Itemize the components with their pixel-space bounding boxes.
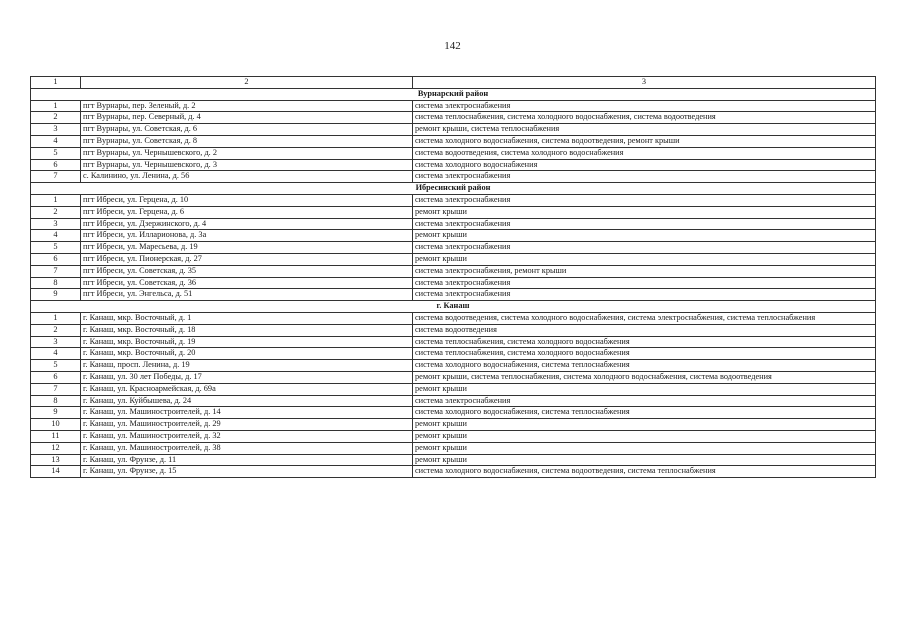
- table-body: [31, 77, 876, 478]
- row-work: система теплоснабжения, система холодного водоснабжения, система водоотведения: [413, 112, 876, 124]
- row-work: система электроснабжения, ремонт крыши: [413, 265, 876, 277]
- row-address: пгт Ибреси, ул. Советская, д. 36: [81, 277, 413, 289]
- table-row: [31, 218, 876, 230]
- row-address: пгт Ибреси, ул. Герцена, д. 10: [81, 194, 413, 206]
- row-address: г. Канаш, ул. Машиностроителей, д. 29: [81, 419, 413, 431]
- row-address: пгт Ибреси, ул. Пионерская, д. 27: [81, 253, 413, 265]
- row-work: ремонт крыши, система теплоснабжения, система холодного водоснабжения, система водоотведения: [413, 371, 876, 383]
- table-row: [31, 324, 876, 336]
- table-row: [31, 112, 876, 124]
- row-address: с. Калинино, ул. Ленина, д. 56: [81, 171, 413, 183]
- header-row: [31, 77, 876, 89]
- table-row: [31, 230, 876, 242]
- row-work: ремонт крыши, система теплоснабжения: [413, 124, 876, 136]
- table-row: [31, 253, 876, 265]
- row-number: 7: [31, 265, 81, 277]
- row-number: 2: [31, 324, 81, 336]
- column-header: 1: [31, 77, 81, 89]
- table-row: [31, 395, 876, 407]
- row-address: г. Канаш, мкр. Восточный, д. 19: [81, 336, 413, 348]
- table-row: [31, 430, 876, 442]
- row-number: 8: [31, 277, 81, 289]
- table-row: [31, 383, 876, 395]
- row-address: г. Канаш, ул. Куйбышева, д. 24: [81, 395, 413, 407]
- row-work: система водоотведения, система холодного водоснабжения, система электроснабжения, система теплоснабжения: [413, 312, 876, 324]
- row-number: 9: [31, 289, 81, 301]
- row-work: ремонт крыши: [413, 454, 876, 466]
- row-number: 8: [31, 395, 81, 407]
- row-work: ремонт крыши: [413, 430, 876, 442]
- row-number: 3: [31, 218, 81, 230]
- row-work: ремонт крыши: [413, 230, 876, 242]
- row-address: пгт Вурнары, ул. Чернышевского, д. 2: [81, 147, 413, 159]
- row-work: ремонт крыши: [413, 383, 876, 395]
- row-number: 4: [31, 230, 81, 242]
- row-work: система электроснабжения: [413, 277, 876, 289]
- row-number: 7: [31, 383, 81, 395]
- row-work: ремонт крыши: [413, 419, 876, 431]
- table-row: [31, 312, 876, 324]
- row-number: 3: [31, 124, 81, 136]
- row-work: ремонт крыши: [413, 442, 876, 454]
- column-header: 2: [81, 77, 413, 89]
- table-row: [31, 171, 876, 183]
- table-row: [31, 277, 876, 289]
- row-number: 14: [31, 466, 81, 478]
- section-row: [31, 183, 876, 195]
- table-row: [31, 454, 876, 466]
- column-header: 3: [413, 77, 876, 89]
- row-number: 3: [31, 336, 81, 348]
- table-row: [31, 289, 876, 301]
- table-row: [31, 348, 876, 360]
- row-number: 1: [31, 312, 81, 324]
- table-row: [31, 371, 876, 383]
- table-row: [31, 124, 876, 136]
- row-number: 4: [31, 135, 81, 147]
- row-number: 7: [31, 171, 81, 183]
- table-row: [31, 407, 876, 419]
- row-address: г. Канаш, просп. Ленина, д. 19: [81, 360, 413, 372]
- row-address: г. Канаш, ул. Машиностроителей, д. 14: [81, 407, 413, 419]
- row-number: 1: [31, 100, 81, 112]
- section-row: [31, 301, 876, 313]
- row-number: 2: [31, 112, 81, 124]
- row-address: пгт Ибреси, ул. Илларионова, д. 3а: [81, 230, 413, 242]
- row-work: система электроснабжения: [413, 289, 876, 301]
- row-work: система водоотведения: [413, 324, 876, 336]
- row-address: пгт Ибреси, ул. Энгельса, д. 51: [81, 289, 413, 301]
- row-work: ремонт крыши: [413, 253, 876, 265]
- table-row: [31, 159, 876, 171]
- row-work: система электроснабжения: [413, 395, 876, 407]
- row-address: пгт Вурнары, ул. Советская, д. 6: [81, 124, 413, 136]
- row-address: г. Канаш, мкр. Восточный, д. 1: [81, 312, 413, 324]
- row-number: 11: [31, 430, 81, 442]
- table-row: [31, 466, 876, 478]
- section-title: Вурнарский район: [31, 88, 876, 100]
- row-work: система электроснабжения: [413, 194, 876, 206]
- row-number: 9: [31, 407, 81, 419]
- row-number: 5: [31, 242, 81, 254]
- table-row: [31, 135, 876, 147]
- row-number: 6: [31, 253, 81, 265]
- row-number: 12: [31, 442, 81, 454]
- table-row: [31, 147, 876, 159]
- row-work: система теплоснабжения, система холодного водоснабжения: [413, 336, 876, 348]
- table-row: [31, 360, 876, 372]
- row-address: г. Канаш, мкр. Восточный, д. 20: [81, 348, 413, 360]
- repair-table: [30, 76, 876, 478]
- row-address: пгт Вурнары, ул. Советская, д. 8: [81, 135, 413, 147]
- row-work: система холодного водоснабжения, система водоотведения, система теплоснабжения: [413, 466, 876, 478]
- page-number: 142: [444, 40, 461, 52]
- row-work: система холодного водоснабжения, система теплоснабжения: [413, 407, 876, 419]
- row-address: г. Канаш, ул. Машиностроителей, д. 38: [81, 442, 413, 454]
- row-address: г. Канаш, ул. Красноармейская, д. 69а: [81, 383, 413, 395]
- row-address: пгт Ибреси, ул. Дзержинского, д. 4: [81, 218, 413, 230]
- row-address: г. Канаш, ул. Фрунзе, д. 15: [81, 466, 413, 478]
- row-number: 13: [31, 454, 81, 466]
- section-row: [31, 88, 876, 100]
- row-address: г. Канаш, мкр. Восточный, д. 18: [81, 324, 413, 336]
- row-number: 1: [31, 194, 81, 206]
- row-address: пгт Ибреси, ул. Советская, д. 35: [81, 265, 413, 277]
- row-address: пгт Вурнары, пер. Северный, д. 4: [81, 112, 413, 124]
- table-row: [31, 100, 876, 112]
- row-work: система холодного водоснабжения, система теплоснабжения: [413, 360, 876, 372]
- row-work: система теплоснабжения, система холодного водоснабжения: [413, 348, 876, 360]
- table-row: [31, 419, 876, 431]
- row-number: 4: [31, 348, 81, 360]
- row-work: система электроснабжения: [413, 100, 876, 112]
- table-row: [31, 442, 876, 454]
- row-work: ремонт крыши: [413, 206, 876, 218]
- row-work: система электроснабжения: [413, 218, 876, 230]
- row-address: г. Канаш, ул. Машиностроителей, д. 32: [81, 430, 413, 442]
- row-number: 5: [31, 360, 81, 372]
- row-work: система холодного водоснабжения: [413, 159, 876, 171]
- row-address: пгт Ибреси, ул. Герцена, д. 6: [81, 206, 413, 218]
- section-title: Ибресинский район: [31, 183, 876, 195]
- row-number: 6: [31, 159, 81, 171]
- table-row: [31, 242, 876, 254]
- row-number: 10: [31, 419, 81, 431]
- row-number: 6: [31, 371, 81, 383]
- table-row: [31, 194, 876, 206]
- row-address: г. Канаш, ул. 30 лет Победы, д. 17: [81, 371, 413, 383]
- row-work: система электроснабжения: [413, 242, 876, 254]
- row-address: пгт Вурнары, ул. Чернышевского, д. 3: [81, 159, 413, 171]
- row-work: система водоотведения, система холодного водоснабжения: [413, 147, 876, 159]
- row-work: система холодного водоснабжения, система водоотведения, ремонт крыши: [413, 135, 876, 147]
- row-address: пгт Ибреси, ул. Маресьева, д. 19: [81, 242, 413, 254]
- table-row: [31, 336, 876, 348]
- row-work: система электроснабжения: [413, 171, 876, 183]
- row-number: 5: [31, 147, 81, 159]
- table-row: [31, 265, 876, 277]
- row-number: 2: [31, 206, 81, 218]
- section-title: г. Канаш: [31, 301, 876, 313]
- row-address: пгт Вурнары, пер. Зеленый, д. 2: [81, 100, 413, 112]
- row-address: г. Канаш, ул. Фрунзе, д. 11: [81, 454, 413, 466]
- table-row: [31, 206, 876, 218]
